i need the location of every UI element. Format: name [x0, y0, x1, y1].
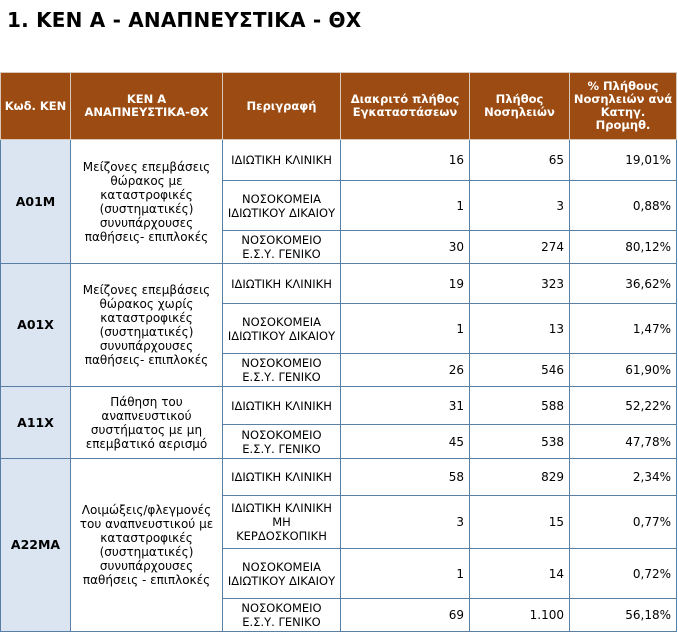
description-cell: ΝΟΣΟΚΟΜΕΙΟ Ε.Σ.Υ. ΓΕΝΙΚΟ	[223, 425, 341, 459]
header-percentage: % Πλήθους Νοσηλειών ανά Κατηγ. Προμηθ.	[570, 73, 677, 140]
facilities-cell: 19	[341, 264, 470, 304]
ken-code-cell: A01M	[1, 140, 71, 264]
diagnosis-cell: Πάθηση του αναπνευστικού συστήματος με μη επεμβατικό αερισμό	[71, 387, 223, 459]
header-ken: ΚΕΝ Α ΑΝΑΠΝΕΥΣΤΙΚΑ-ΘΧ	[71, 73, 223, 140]
ken-code-cell: A11X	[1, 387, 71, 459]
description-cell: ΝΟΣΟΚΟΜΕΙΟ Ε.Σ.Υ. ΓΕΝΙΚΟ	[223, 599, 341, 632]
header-facilities: Διακριτό πλήθος Εγκαταστάσεων	[341, 73, 470, 140]
percentage-cell: 0,88%	[570, 181, 677, 231]
hospitalizations-cell: 3	[470, 181, 570, 231]
hospitalizations-cell: 65	[470, 140, 570, 181]
facilities-cell: 30	[341, 231, 470, 264]
description-cell: ΝΟΣΟΚΟΜΕΙΑ ΙΔΙΩΤΙΚΟΥ ΔΙΚΑΙΟΥ	[223, 181, 341, 231]
description-cell: ΙΔΙΩΤΙΚΗ ΚΛΙΝΙΚΗ	[223, 140, 341, 181]
description-cell: ΙΔΙΩΤΙΚΗ ΚΛΙΝΙΚΗ	[223, 459, 341, 496]
percentage-cell: 80,12%	[570, 231, 677, 264]
table-row	[1, 140, 677, 181]
percentage-cell: 61,90%	[570, 354, 677, 387]
percentage-cell: 1,47%	[570, 304, 677, 354]
table-row	[1, 387, 677, 425]
hospitalizations-cell: 274	[470, 231, 570, 264]
diagnosis-cell: Μείζονες επεμβάσεις θώρακος χωρίς καταστροφικές (συστηματικές) συνυπάρχουσες παθήσεις- επιπλοκές	[71, 264, 223, 387]
ken-table	[0, 72, 677, 632]
percentage-cell: 0,77%	[570, 496, 677, 549]
description-cell: ΝΟΣΟΚΟΜΕΙΑ ΙΔΙΩΤΙΚΟΥ ΔΙΚΑΙΟΥ	[223, 549, 341, 599]
hospitalizations-cell: 588	[470, 387, 570, 425]
page-title: 1. ΚΕΝ Α - ΑΝΑΠΝΕΥΣΤΙΚΑ - ΘΧ	[7, 8, 362, 32]
hospitalizations-cell: 323	[470, 264, 570, 304]
hospitalizations-cell: 1.100	[470, 599, 570, 632]
facilities-cell: 26	[341, 354, 470, 387]
hospitalizations-cell: 546	[470, 354, 570, 387]
diagnosis-cell: Λοιμώξεις/φλεγμονές του αναπνευστικού με καταστροφικές (συστηματικές) συνυπάρχουσες παθήσεις - επιπλοκές	[71, 459, 223, 632]
description-cell: ΝΟΣΟΚΟΜΕΙΟ Ε.Σ.Υ. ΓΕΝΙΚΟ	[223, 354, 341, 387]
percentage-cell: 47,78%	[570, 425, 677, 459]
facilities-cell: 16	[341, 140, 470, 181]
hospitalizations-cell: 538	[470, 425, 570, 459]
facilities-cell: 45	[341, 425, 470, 459]
description-cell: ΙΔΙΩΤΙΚΗ ΚΛΙΝΙΚΗ	[223, 387, 341, 425]
description-cell: ΙΔΙΩΤΙΚΗ ΚΛΙΝΙΚΗ ΜΗ ΚΕΡΔΟΣΚΟΠΙΚΗ	[223, 496, 341, 549]
hospitalizations-cell: 14	[470, 549, 570, 599]
facilities-cell: 1	[341, 181, 470, 231]
percentage-cell: 2,34%	[570, 459, 677, 496]
percentage-cell: 19,01%	[570, 140, 677, 181]
facilities-cell: 1	[341, 549, 470, 599]
diagnosis-cell: Μείζονες επεμβάσεις θώρακος με καταστροφικές (συστηματικές) συνυπάρχουσες παθήσεις- επιπλοκές	[71, 140, 223, 264]
table-row	[1, 264, 677, 304]
header-description: Περιγραφή	[223, 73, 341, 140]
percentage-cell: 56,18%	[570, 599, 677, 632]
hospitalizations-cell: 829	[470, 459, 570, 496]
facilities-cell: 31	[341, 387, 470, 425]
ken-code-cell: A22MA	[1, 459, 71, 632]
hospitalizations-cell: 15	[470, 496, 570, 549]
hospitalizations-cell: 13	[470, 304, 570, 354]
facilities-cell: 58	[341, 459, 470, 496]
table-row	[1, 459, 677, 496]
facilities-cell: 1	[341, 304, 470, 354]
percentage-cell: 0,72%	[570, 549, 677, 599]
facilities-cell: 3	[341, 496, 470, 549]
header-code: Κωδ. ΚΕΝ	[1, 73, 71, 140]
description-cell: ΝΟΣΟΚΟΜΕΙΑ ΙΔΙΩΤΙΚΟΥ ΔΙΚΑΙΟΥ	[223, 304, 341, 354]
header-hospitalizations: Πλήθος Νοσηλειών	[470, 73, 570, 140]
description-cell: ΝΟΣΟΚΟΜΕΙΟ Ε.Σ.Υ. ΓΕΝΙΚΟ	[223, 231, 341, 264]
description-cell: ΙΔΙΩΤΙΚΗ ΚΛΙΝΙΚΗ	[223, 264, 341, 304]
facilities-cell: 69	[341, 599, 470, 632]
percentage-cell: 36,62%	[570, 264, 677, 304]
header-row	[1, 73, 677, 140]
percentage-cell: 52,22%	[570, 387, 677, 425]
ken-code-cell: A01X	[1, 264, 71, 387]
